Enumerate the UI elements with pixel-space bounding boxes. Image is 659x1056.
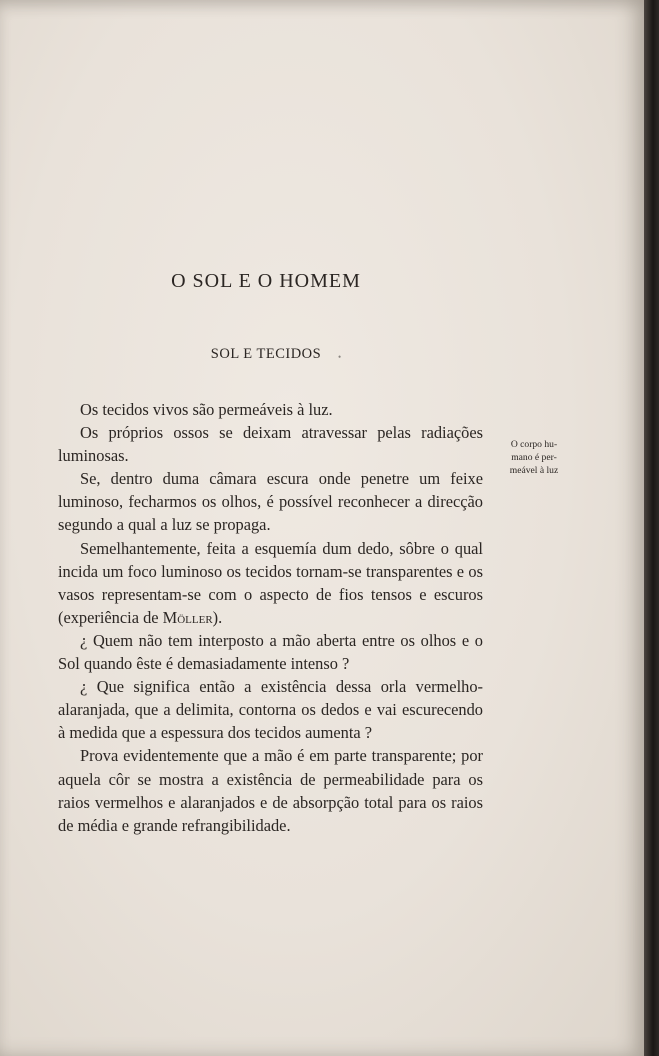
author-name: Möller: [162, 607, 213, 627]
chapter-title: O SOL E O HOMEM: [171, 270, 361, 292]
paragraph-2: Os próprios ossos se deixam atravessar pelas radiações luminosas.: [58, 423, 483, 466]
paragraph-4-end: ).: [212, 607, 223, 627]
body-text: [58, 398, 483, 837]
paragraph-4-text: Semelhantemente, feita a esquemía dum dedo, sôbre o qual incida um foco luminoso os tecidos tornam-se transparentes e os vasos representam-se com o aspecto de fios tensos e escuros (experiência de: [58, 538, 483, 627]
book-spine: [644, 0, 659, 1056]
marginal-note-line-2: mano é per-: [511, 452, 557, 463]
marginal-note: [494, 438, 574, 477]
section-title: SOL E TECIDOS: [210, 346, 322, 362]
ornament-dot: •: [338, 352, 342, 362]
marginal-note-line-1: O corpo hu-: [510, 439, 558, 450]
paragraph-7: Prova evidentemente que a mão é em parte transparente; por aquela côr se mostra a existência de permeabilidade para os raios vermelhos e alaranjados e de absorpção total para os raios de média e grande refrangibilidade.: [58, 746, 483, 835]
paragraph-3: Se, dentro duma câmara escura onde penetre um feixe luminoso, fecharmos os olhos, é possível reconhecer a direcção segundo a qual a luz se propaga.: [58, 469, 483, 535]
paragraph-6: ¿ Que significa então a existência dessa orla vermelho-alaranjada, que a delimita, contorna os dedos e vai escurecendo à medida que a espessura dos tecidos aumenta ?: [58, 677, 483, 743]
marginal-note-line-3: meável à luz: [509, 465, 559, 476]
paragraph-5: ¿ Quem não tem interposto a mão aberta entre os olhos e o Sol quando êste é demasiadamente intenso ?: [58, 630, 483, 674]
paragraph-1: Os tecidos vivos são permeáveis à luz.: [80, 400, 333, 419]
paragraph-4: [58, 537, 483, 629]
